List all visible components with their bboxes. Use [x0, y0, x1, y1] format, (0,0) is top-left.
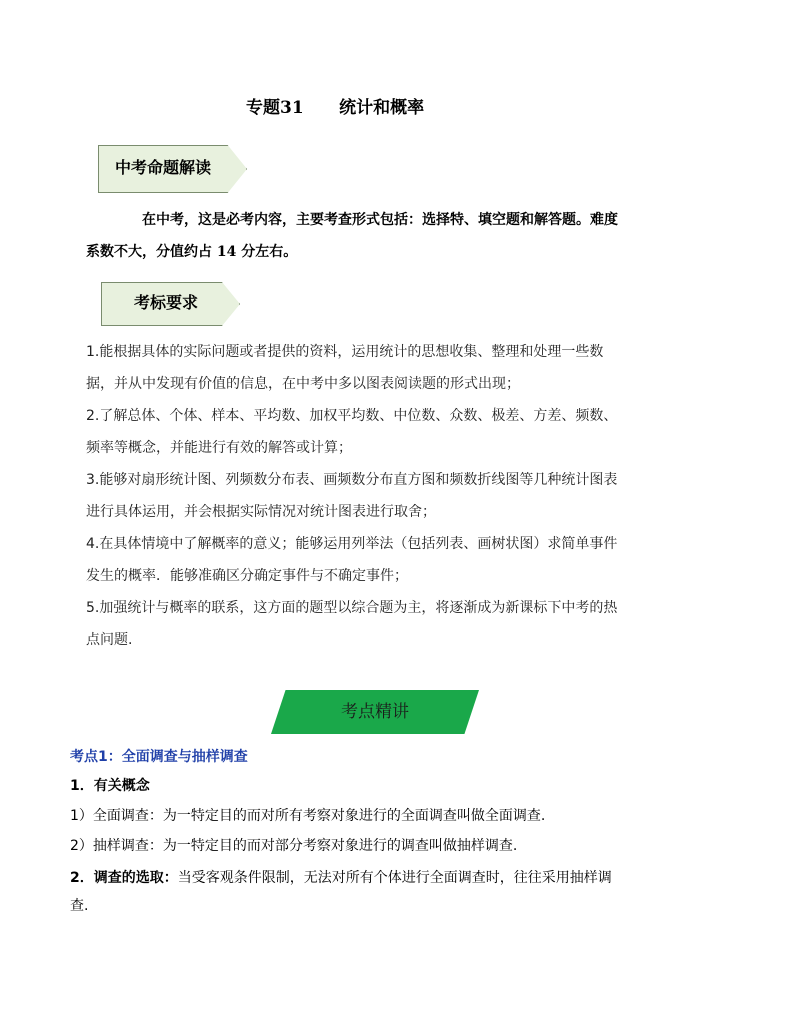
- section-para-3-cont: 查.: [70, 898, 89, 914]
- requirement-item: [86, 528, 686, 592]
- requirement-item: [86, 336, 686, 400]
- page-title: 专题31 统计和概率: [246, 98, 425, 118]
- requirement-line: 1.能根据具体的实际问题或者提供的资料，运用统计的思想收集、整理和处理一些数: [86, 344, 604, 360]
- requirement-line: 点问题.: [86, 632, 133, 648]
- section-para-3-text: 当受客观条件限制，无法对所有个体进行全面调查时，往往采用抽样调: [177, 870, 612, 886]
- section-para-1: 1）全面调查：为一特定目的而对所有考察对象进行的全面调查叫做全面调查.: [70, 808, 546, 824]
- section-heading-1: 1．有关概念: [70, 778, 150, 794]
- intro-line-2: 系数不大，分值约占 14 分左右。: [86, 244, 298, 260]
- requirement-line: 进行具体运用，并会根据实际情况对统计图表进行取舍；: [86, 504, 436, 520]
- requirement-item: [86, 400, 686, 464]
- requirement-line: 2.了解总体、个体、样本、平均数、加权平均数、中位数、众数、极差、方差、频数、: [86, 408, 618, 424]
- requirement-item: [86, 592, 686, 656]
- requirements-list: [86, 336, 686, 656]
- intro-line-1: 在中考，这是必考内容，主要考查形式包括：选择特、填空题和解答题。难度: [142, 212, 618, 228]
- intro-paragraph: [86, 204, 700, 268]
- requirement-item: [86, 464, 686, 528]
- key-points-label: 考点精讲: [341, 702, 409, 722]
- requirement-line: 发生的概率．能够准确区分确定事件与不确定事件；: [86, 568, 408, 584]
- kaodian-title: 考点1：全面调查与抽样调查: [70, 749, 248, 765]
- section-para-3: [70, 864, 690, 920]
- section-heading-2: 2．调查的选取：: [70, 870, 178, 886]
- requirement-line: 3.能够对扇形统计图、列频数分布表、画频数分布直方图和频数折线图等几种统计图表: [86, 472, 618, 488]
- requirement-line: 频率等概念，并能进行有效的解答或计算；: [86, 440, 352, 456]
- requirement-line: 4.在具体情境中了解概率的意义；能够运用列举法（包括列表、画树状图）求简单事件: [86, 536, 618, 552]
- requirements-label: 考标要求: [134, 293, 199, 312]
- requirement-line: 据，并从中发现有价值的信息，在中考中多以图表阅读题的形式出现；: [86, 376, 520, 392]
- section-para-2: 2）抽样调查：为一特定目的而对部分考察对象进行的调查叫做抽样调查.: [70, 838, 518, 854]
- requirement-line: 5.加强统计与概率的联系，这方面的题型以综合题为主，将逐渐成为新课标下中考的热: [86, 600, 618, 616]
- exam-interpretation-label: 中考命题解读: [115, 158, 212, 177]
